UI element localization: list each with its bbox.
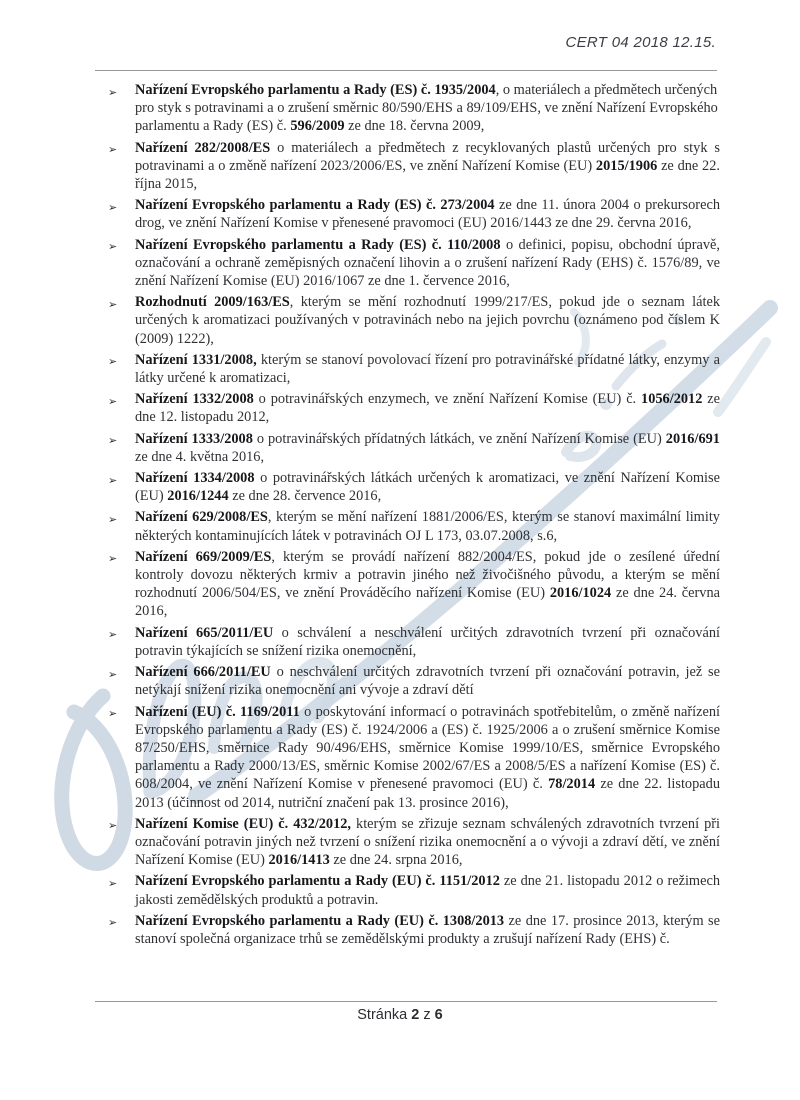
regulation-list [108, 81, 720, 951]
bottom-divider [95, 1001, 717, 1002]
list-item [108, 703, 720, 812]
item-text: Nařízení Komise (EU) č. 432/2012, kterým se zřizuje seznam schválených zdravotních tvrzení při označování potravin jiných než tvrzení o snížení rizika onemocnění a o vývoji a zdraví dětí, ve znění Nařízení Komise (EU) 2016/1413 ze dne 24. srpna 2016, [135, 815, 720, 869]
list-item [108, 430, 720, 466]
list-item [108, 139, 720, 194]
bullet-arrow-icon: ➢ [108, 667, 118, 681]
item-text: Nařízení Evropského parlamentu a Rady (ES) č. 273/2004 ze dne 11. února 2004 o prekursorech drog, ve znění Nařízení Komise v přenesené pravomoci (EU) 2016/1443 ze dne 29. června 2016, [135, 197, 720, 232]
list-item [108, 196, 720, 232]
item-text: Nařízení 665/2011/EU o schválení a neschválení určitých zdravotních tvrzení při označování potravin týkajících se snížení rizika onemocnění, [135, 624, 720, 659]
item-text: Nařízení 1331/2008, kterým se stanoví povolovací řízení pro potravinářské přídatné látky, enzymy a látky určené k aromatizaci, [135, 351, 720, 387]
footer-separator: z [419, 1007, 435, 1023]
item-text: Nařízení 629/2008/ES, kterým se mění nařízení 1881/2006/ES, kterým se stanoví maximální limity některých kontaminujících látek v potravinách OJ L 173, 03.07.2008, s.6, [135, 509, 720, 544]
bullet-arrow-icon: ➢ [108, 297, 118, 311]
item-text: Nařízení 1332/2008 o potravinářských enzymech, ve znění Nařízení Komise (EU) č. 1056/2012 ze dne 12. listopadu 2012, [135, 391, 720, 426]
bullet-arrow-icon: ➢ [108, 512, 118, 526]
item-text: Nařízení 282/2008/ES o materiálech a předmětech z recyklovaných plastů určených pro styk s potravinami a o změně nařízení 2023/2006/ES, ve znění Nařízení Komise (EU) 2015/1906 ze dne 22. října 2015, [135, 139, 721, 193]
list-item [108, 351, 720, 387]
list-item [108, 912, 720, 948]
bullet-arrow-icon: ➢ [108, 355, 118, 369]
footer-prefix: Stránka [357, 1007, 412, 1023]
bullet-arrow-icon: ➢ [108, 916, 118, 930]
bullet-arrow-icon: ➢ [108, 552, 118, 566]
bullet-arrow-icon: ➢ [108, 628, 118, 642]
item-text: Nařízení 666/2011/EU o neschválení určitých zdravotních tvrzení při označování potravin, jež se netýkají snížení rizika onemocnění ani vývoje a zdraví dětí [135, 664, 720, 699]
item-text: Nařízení 669/2009/ES, kterým se provádí nařízení 882/2004/ES, pokud jde o zesílené úřední kontroly dovozu některých krmiv a potravin jiného než živočišného původu, a kterým se mění rozhodnutí 2006/504/ES, ve znění Prováděcího nařízení Komise (EU) 2016/1024 ze dne 24. června 2016, [135, 548, 720, 620]
footer-page-number: 2 [411, 1007, 420, 1023]
bullet-arrow-icon: ➢ [108, 85, 118, 99]
item-text: Rozhodnutí 2009/163/ES, kterým se mění rozhodnutí 1999/217/ES, pokud jde o seznam látek určených k aromatizaci používaných v potravinách nebo na jejich povrchu (oznámeno pod číslem K (2009) 1222), [135, 294, 720, 347]
doc-code: CERT 04 2018 12.15. [565, 34, 716, 51]
bullet-arrow-icon: ➢ [108, 819, 118, 833]
bullet-arrow-icon: ➢ [108, 473, 118, 487]
list-item [108, 469, 720, 505]
item-text: Nařízení Evropského parlamentu a Rady (EU) č. 1151/2012 ze dne 21. listopadu 2012 o režimech jakosti zemědělských produktů a potravin. [135, 873, 720, 908]
list-item [108, 624, 720, 660]
bullet-arrow-icon: ➢ [108, 876, 118, 890]
list-item [108, 236, 720, 291]
list-item [108, 390, 720, 426]
item-text: Nařízení Evropského parlamentu a Rady (ES) č. 1935/2004, o materiálech a předmětech určených pro styk s potravinami a o zrušení směrnic 80/590/EHS a 89/109/EHS, ve znění Nařízení Evropského parlamentu a Rady (ES) č. 596/2009 ze dne 18. června 2009, [135, 82, 718, 135]
bullet-arrow-icon: ➢ [108, 143, 118, 157]
list-item [108, 815, 720, 870]
list-item [108, 508, 720, 544]
top-divider [95, 70, 717, 71]
item-text: Nařízení (EU) č. 1169/2011 o poskytování informací o potravinách spotřebitelům, o změně nařízení Evropského parlamentu a Rady (ES) č. 1924/2006 a (ES) č. 1925/2006 a o zrušení směrnice Komise 87/250/EHS, směrnice Rady 90/496/EHS, směrnice Komise 1999/10/ES, směrnice Evropského parlamentu a Rady 2000/13/ES, směrnic Komise 2002/67/ES a 2008/5/ES a nařízení Komise (ES) č. 608/2004, ve znění Nařízení Komise v přenesené pravomoci (EU) č. 78/2014 ze dne 22. listopadu 2013 (účinnost od 2014, nutriční značení pak 13. prosince 2016), [135, 703, 720, 811]
bullet-arrow-icon: ➢ [108, 200, 118, 214]
bullet-arrow-icon: ➢ [108, 707, 118, 720]
bullet-arrow-icon: ➢ [108, 434, 118, 448]
item-text: Nařízení Evropského parlamentu a Rady (ES) č. 110/2008 o definici, popisu, obchodní úpravě, označování a ochraně zeměpisných označení lihovin a o zrušení nařízení Rady (EHS) č. 1576/89, ve znění Nařízení Komise (EU) 2016/1067 ze dne 1. července 2016, [135, 236, 720, 290]
list-item [108, 548, 720, 621]
item-text: Nařízení 1333/2008 o potravinářských přídatných látkách, ve znění Nařízení Komise (EU) 2016/691 ze dne 4. května 2016, [135, 430, 720, 465]
list-item [108, 663, 720, 699]
bullet-arrow-icon: ➢ [108, 240, 118, 254]
item-text: Nařízení Evropského parlamentu a Rady (EU) č. 1308/2013 ze dne 17. prosince 2013, kterým se stanoví společná organizace trhů se zemědělskými produkty a zrušují nařízení Rady (EHS) č. [135, 912, 720, 947]
list-item [108, 81, 720, 136]
item-text: Nařízení 1334/2008 o potravinářských látkách určených k aromatizaci, ve znění Nařízení Komise (EU) 2016/1244 ze dne 28. července 2016, [135, 470, 720, 505]
list-item [108, 293, 720, 348]
page-footer [0, 1007, 800, 1023]
list-item [108, 872, 720, 908]
footer-page-total: 6 [434, 1007, 443, 1023]
bullet-arrow-icon: ➢ [108, 394, 118, 408]
